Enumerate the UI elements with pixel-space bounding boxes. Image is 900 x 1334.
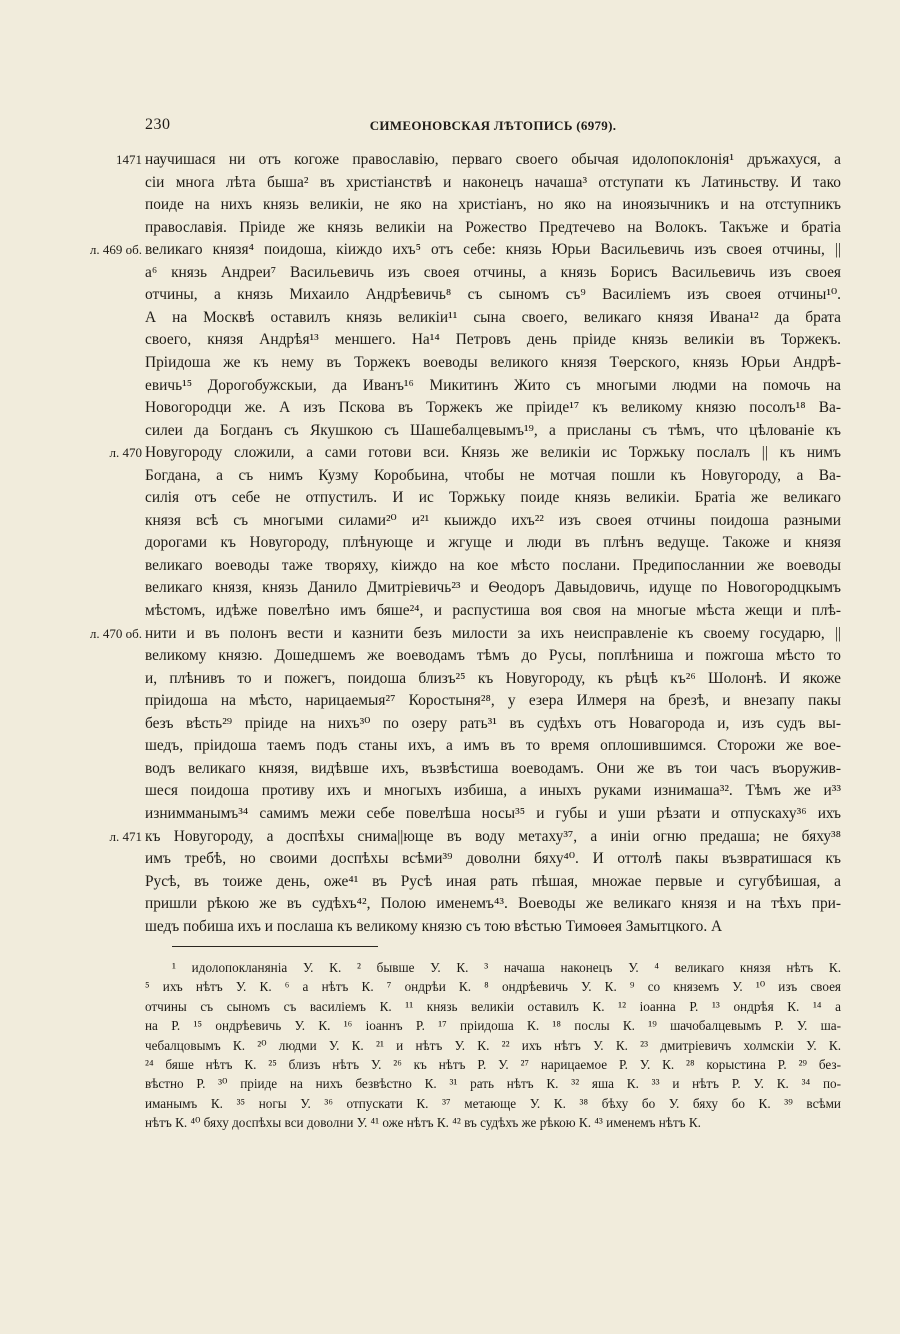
page-number: 230: [145, 116, 171, 133]
text-line: Новугороду сложили, а сами готови вси. Князь же великіи ис Торжьку послалъ || къ нимъ: [145, 444, 841, 462]
footnote-line: нѣтъ К. ⁴⁰ бяху доспѣхы вси доволни У. ⁴¹ оже нѣтъ К. ⁴² въ судѣхъ же рѣкою К. ⁴³ именемъ нѣтъ К.: [145, 1115, 701, 1131]
text-line: Богдана, а съ нимъ Кузму Коробьина, чтобы не мотчая пошли къ Новугороду, а Ва-: [145, 466, 841, 484]
text-line: своего, князя Андрѣя¹³ меншего. На¹⁴ Петровъ день прiиде князь великіи въ Торжекъ.: [145, 331, 841, 349]
footnote-divider: [172, 946, 378, 947]
text-line: великому князю. Дошедшемъ же воеводамъ тѣмъ до Русы, поплѣниша и пожгоша мѣсто то: [145, 647, 841, 665]
text-line: къ Новугороду, а доспѣхы снима||юще въ воду метаху³⁷, а иніи огню предаша; не бяху³⁸: [145, 827, 841, 845]
text-line: силія отъ себе не отпустилъ. И ис Торжьку поиде князь великіи. Братіа же великаго: [145, 489, 841, 507]
text-line: мѣстомъ, идѣже повелѣно имъ бяше²⁴, и распустиша воя своя на многые мѣста жещи и плѣ-: [145, 602, 841, 619]
footnote-line: на Р. ¹⁵ ондрѣевичь У. К. ¹⁶ іоаннъ Р. ¹⁷ прiидоша К. ¹⁸ послы К. ¹⁹ шачобалцевымъ Р. У. ша-: [145, 1018, 841, 1034]
text-line: силеи да Богданъ съ Якушкою съ Шашебалцевымъ¹⁹, а присланы съ тѣмъ, что цѣлованіе къ: [145, 421, 841, 439]
text-line: безъ вѣсть²⁹ прiиде на нихъ³⁰ по озеру рать³¹ въ судѣхъ отъ Новагорода и, изъ судъ вы-: [145, 714, 841, 732]
footnote-line: иманымъ К. ³⁵ ногы У. ³⁶ отпускати К. ³⁷ метающе У. К. ³⁸ бѣху бо У. бяху бо К. ³⁹ всѣми: [145, 1095, 841, 1111]
text-line: великаго князя, князь Данило Дмитріевичь²³ и Ѳеодоръ Давыдовичь, идуще по Новогородцкымъ: [145, 579, 841, 597]
folio-marker: 1471: [116, 152, 142, 167]
text-line: великаго воеводы таже творяху, кіиждо на кое мѣсто послани. Предипосланнии же воеводы: [145, 556, 841, 574]
folio-marker: л. 469 об.: [89, 242, 142, 258]
text-line: имъ требѣ, но своими доспѣхы всѣми³⁹ доволни бяху⁴⁰. И оттолѣ пакы възвратишася къ: [145, 850, 841, 868]
text-line: шедъ, прiидоша таемъ подъ станы ихъ, а имъ въ то время оплошившимся. Сторожи же вое-: [145, 737, 841, 755]
text-line: А на Москвѣ оставилъ князь великіи¹¹ сына своего, великаго князя Ивана¹² да брата: [145, 308, 841, 326]
text-line: водъ великаго князя, видѣвше ихъ, възвѣстиша воеводамъ. Они же въ тои часъ въоружив-: [145, 759, 841, 777]
footnote-line: чебалцовымъ К. ²⁰ людми У. К. ²¹ и нѣтъ У. К. ²² ихъ нѣтъ У. К. ²³ дмитріевичъ холмскіи У. К.: [145, 1037, 841, 1053]
text-line: сіи многа лѣта быша² въ христіанствѣ и наконецъ начаша³ отступати къ Латиньству. И тако: [145, 173, 841, 191]
text-line: князя всѣ съ многыми силами²⁰ и²¹ кыиждо ихъ²² изъ своея отчины поидоша разными: [145, 511, 841, 529]
text-line: пришли рѣкою же въ судѣхъ⁴², Полою именемъ⁴³. Воеводы же великаго князя и на тѣхъ при-: [145, 895, 841, 913]
text-line: и, плѣнивъ то и пожегъ, поидоша близъ²⁵ къ Новугороду, къ рѣцѣ къ²⁶ Шолонѣ. И якоже: [145, 669, 841, 687]
footnote-line: ¹ идолопокланяніа У. К. ² бывше У. К. ³ начаша наконецъ У. ⁴ великаго князя нѣтъ К.: [172, 960, 841, 975]
text-line: поиде на нихъ князь великіи, не яко на христіанъ, но яко на иноязычникъ и на отступникъ: [145, 196, 841, 214]
text-line: евичь¹⁵ Дорогобужскыи, да Иванъ¹⁶ Микитинъ Жито съ многыми людми на помочь на: [145, 376, 841, 394]
folio-marker: л. 470: [109, 445, 142, 461]
footnote-line: ²⁴ бяше нѣтъ К. ²⁵ близъ нѣтъ У. ²⁶ къ нѣтъ Р. У. ²⁷ нарицаемое Р. У. К. ²⁸ корыстина Р. ²⁹ без-: [145, 1057, 841, 1072]
text-line: шедъ побиша ихъ и послаша къ великому князю съ тою вѣстью Тимоѳея Замытцкого. А: [145, 917, 723, 935]
folio-marker: л. 471: [109, 828, 142, 844]
footnote-line: вѣстно Р. ³⁰ прiиде на нихъ безвѣстно К. ³¹ рать нѣтъ К. ³² яша К. ³³ и нѣтъ Р. У. К. ³⁴ по-: [145, 1076, 841, 1092]
running-title: СИМЕОНОВСКАЯ ЛѢТОПИСЬ (6979).: [369, 118, 617, 133]
text-line: а⁶ князь Андреи⁷ Васильевичь изъ своея отчины, а князь Борисъ Васильевичь изъ своея: [145, 263, 841, 281]
text-line: отчины, а князь Михаило Андрѣевичь⁸ съ сыномъ съ⁹ Василіемъ изъ своея отчины¹⁰.: [145, 286, 841, 304]
text-line: православія. Прiиде же князь великіи на Рожество Предтечево на Волокъ. Такъже и братіа: [145, 218, 841, 236]
folio-marker: л. 470 об.: [89, 625, 142, 641]
text-line: нити и въ полонъ вести и казнити безъ милости за ихъ неисправленіе къ своему государю, ||: [145, 624, 841, 642]
text-line: шеся поидоша противу ихъ и многыхъ избиша, а иныхъ руками изнимаша³². Тѣмъ же и³³: [145, 782, 841, 800]
text-line: прiидоша на мѣсто, нарицаемыя²⁷ Коростыня²⁸, у езера Илмеря на брезѣ, и внезапу пакы: [145, 692, 841, 710]
footnote-line: отчины съ сыномъ съ василіемъ К. ¹¹ князь великіи оставилъ К. ¹² іоанна Р. ¹³ ондрѣя К. ¹⁴ а: [145, 998, 841, 1014]
text-line: Прiидоша же къ нему въ Торжекъ воеводы великого князя Тѳерского, князь Юрьи Андрѣ-: [145, 353, 841, 371]
text-line: Новогородци же. А изъ Пскова въ Торжекъ же прiиде¹⁷ къ великому князю посолъ¹⁸ Ва-: [145, 399, 841, 417]
footnote-line: ⁵ ихъ нѣтъ У. К. ⁶ а нѣтъ К. ⁷ ондрѣи К. ⁸ ондрѣевичь У. К. ⁹ со княземъ У. ¹⁰ изъ своея: [145, 979, 841, 995]
text-line: Русѣ, въ тоиже день, оже⁴¹ въ Русѣ иная рать пѣшая, множае первые и сугубѣишая, а: [145, 872, 841, 890]
text-line: великаго князя⁴ поидоша, кіиждо ихъ⁵ отъ себе: князь Юрьи Васильевичь изъ своея отчины, ||: [145, 241, 841, 259]
text-line: дорогами къ Новугороду, плѣнующе и жгуще и люди въ плѣнъ ведуще. Такоже и князя: [145, 534, 841, 552]
page-header: [145, 116, 841, 140]
text-line: научишася ни отъ когоже православію, перваго своего обычая идолопоклонія¹ дръжахуся, а: [145, 151, 841, 168]
text-line: изнимманымъ³⁴ самимъ межи себе повелѣша носы³⁵ и губы и уши рѣзати и отпускаху³⁶ ихъ: [145, 804, 841, 822]
